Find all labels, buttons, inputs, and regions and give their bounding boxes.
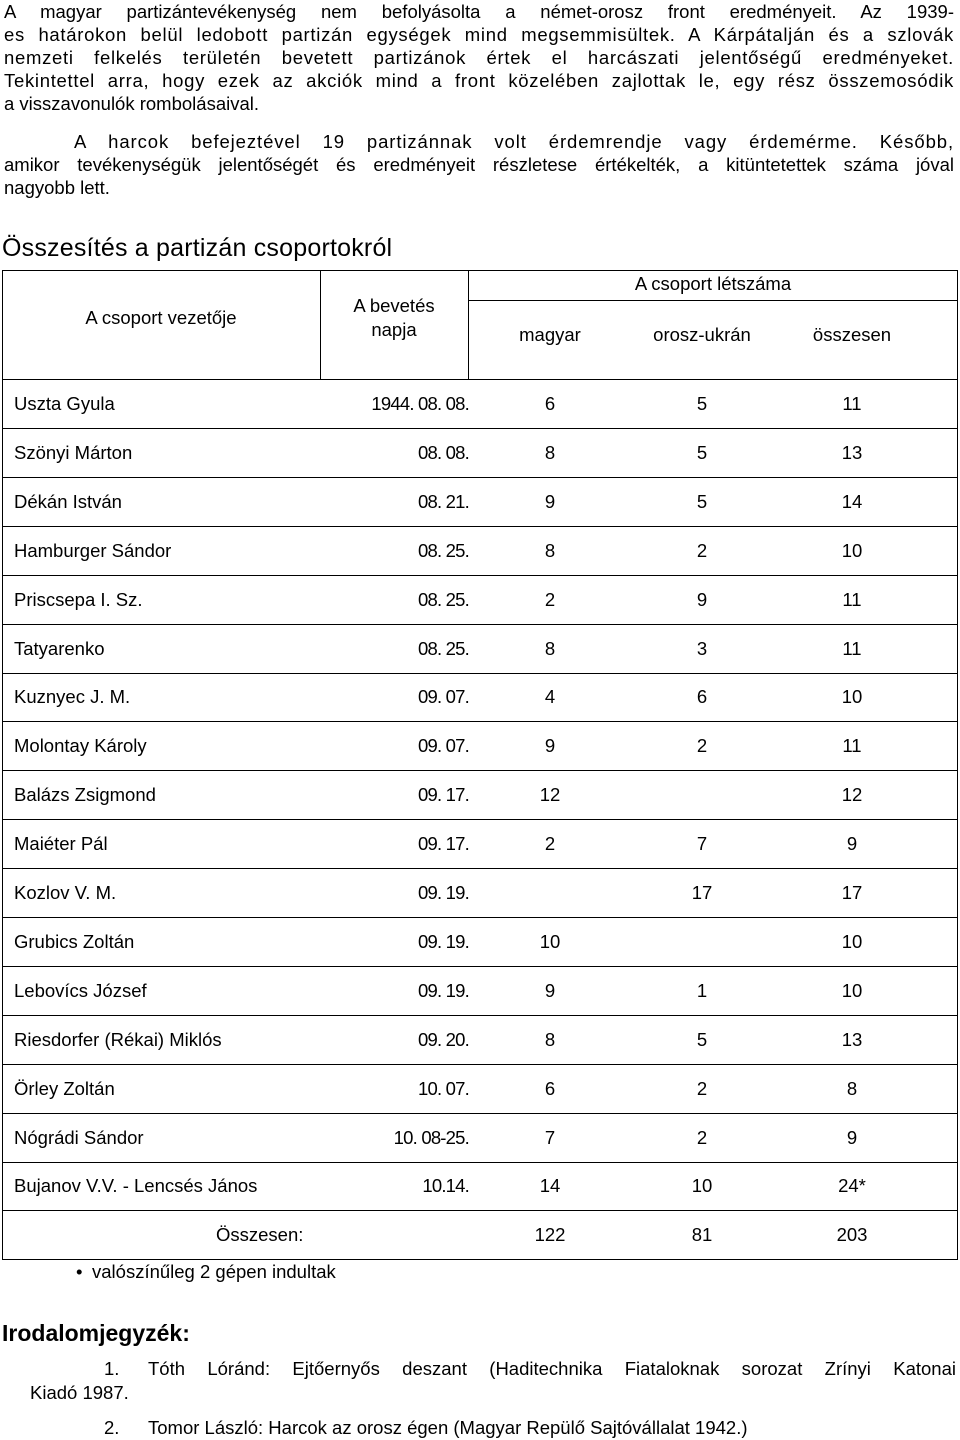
cell-hungarian: 9: [544, 735, 556, 757]
totals-russian-ukrainian: 81: [691, 1224, 713, 1246]
text-line: es határokon belül ledobott partizán egységek mind megsemmisültek. A Kárpátalján és a szlovák: [4, 24, 954, 45]
cell-hungarian: 8: [544, 539, 556, 561]
cell-leader: Uszta Gyula: [14, 393, 115, 414]
cell-leader: Balázs Zsigmond: [14, 784, 156, 806]
cell-hungarian: 6: [544, 393, 556, 414]
cell-total: 14: [841, 490, 863, 512]
cell-date: 08. 25.: [418, 539, 469, 561]
cell-leader: Kozlov V. M.: [14, 882, 117, 903]
cell-date: 09. 19.: [418, 930, 469, 952]
cell-hungarian: 4: [544, 686, 556, 708]
cell-date: 09. 17.: [418, 784, 469, 806]
cell-total: 24*: [838, 1175, 866, 1197]
header-date: [320, 294, 468, 342]
cell-russian-ukrainian: 2: [696, 735, 708, 757]
reference-text: Tomor László: Harcok az orosz égen (Magyar Repülő Sajtóvállalat 1942.): [148, 1417, 748, 1438]
footnote-text: valószínűleg 2 gépen indultak: [92, 1261, 336, 1282]
header-russian-ukrainian: orosz-ukrán: [653, 324, 751, 345]
cell-hungarian: 2: [544, 588, 556, 610]
cell-russian-ukrainian: 5: [696, 1028, 708, 1050]
cell-total: 13: [841, 441, 863, 463]
table-row: [2, 576, 958, 625]
cell-hungarian: 2: [544, 833, 556, 855]
cell-total: 11: [842, 637, 862, 659]
table-row: [2, 527, 958, 576]
cell-russian-ukrainian: 5: [696, 490, 708, 512]
text-line: a visszavonulók rombolásaival.: [4, 93, 260, 114]
cell-date: 1944. 08. 08.: [371, 393, 469, 414]
table-row: [2, 1016, 958, 1065]
cell-hungarian: 8: [544, 1028, 556, 1050]
text-line: A magyar partizántevékenység nem befolyásolta a német-orosz front eredményeit. Az 1939-: [4, 1, 954, 22]
reference-number: 1.: [104, 1358, 120, 1379]
cell-total: 9: [846, 1126, 858, 1148]
cell-leader: Bujanov V.V. - Lencsés János: [14, 1175, 258, 1197]
cell-russian-ukrainian: 2: [696, 1126, 708, 1148]
intro-paragraph-1: [4, 0, 954, 115]
cell-russian-ukrainian: 3: [696, 637, 708, 659]
table-row: [2, 1065, 958, 1114]
cell-russian-ukrainian: 10: [691, 1175, 713, 1197]
cell-total: 10: [841, 930, 863, 952]
table-row: [2, 625, 958, 674]
cell-leader: Riesdorfer (Rékai) Miklós: [14, 1028, 222, 1050]
cell-hungarian: 8: [544, 637, 556, 659]
cell-hungarian: 8: [544, 441, 556, 463]
header-strength: A csoport létszáma: [634, 273, 792, 294]
cell-leader: Molontay Károly: [14, 735, 147, 757]
cell-russian-ukrainian: 2: [696, 539, 708, 561]
cell-hungarian: 7: [544, 1126, 556, 1148]
table-row: [2, 967, 958, 1016]
text-line: amikor tevékenységük jelentőségét és eredményeit részletese értékelték, a kitüntetettek száma jóval: [4, 154, 954, 175]
table-row: [2, 771, 958, 820]
cell-hungarian: 6: [544, 1077, 556, 1099]
cell-total: 10: [841, 686, 863, 708]
cell-leader: Maiéter Pál: [14, 833, 108, 855]
summary-title: Összesítés a partizán csoportokról: [2, 234, 393, 262]
cell-total: 11: [842, 588, 862, 610]
totals-total: 203: [836, 1224, 868, 1246]
cell-total: 17: [841, 882, 863, 903]
header-subdivider: [468, 300, 958, 301]
intro-paragraph-2: [4, 130, 954, 199]
cell-date: 09. 19.: [418, 882, 469, 903]
text-line: Tekintettel arra, hogy ezek az akciók mind a front közelében zajlottak le, egy rész összemosódik: [4, 70, 954, 91]
cell-date: 08. 25.: [418, 588, 469, 610]
cell-leader: Lebovícs József: [14, 979, 147, 1001]
cell-leader: Dékán István: [14, 490, 122, 512]
cell-total: 9: [846, 833, 858, 855]
cell-date: 08. 08.: [418, 441, 469, 463]
text-line: nemzeti felkelés területén bevetett partizánok értek el harcászati jelentőségű eredményeket.: [4, 47, 954, 68]
reference-number: 2.: [104, 1417, 120, 1438]
header-date-line2: napja: [371, 319, 417, 340]
reference-text: Tóth Lóránd: Ejtőernyős deszant (Haditechnika Fiataloknak sorozat Zrínyi Katonai: [148, 1358, 956, 1379]
totals-row: [2, 1211, 958, 1260]
cell-hungarian: 14: [539, 1175, 561, 1197]
header-hungarian: magyar: [519, 324, 581, 345]
table-footnote: [76, 1260, 336, 1284]
cell-russian-ukrainian: 5: [696, 393, 708, 414]
references-title: Irodalomjegyzék:: [2, 1320, 190, 1346]
cell-total: 8: [846, 1077, 858, 1099]
header-leader: A csoport vezetője: [85, 307, 237, 328]
reference-item: [104, 1416, 748, 1440]
cell-leader: Tatyarenko: [14, 637, 105, 659]
cell-leader: Hamburger Sándor: [14, 539, 172, 561]
cell-leader: Nógrádi Sándor: [14, 1126, 144, 1148]
table-row: [2, 380, 958, 429]
cell-date: 09. 07.: [418, 735, 469, 757]
cell-russian-ukrainian: 6: [696, 686, 708, 708]
cell-total: 11: [842, 735, 862, 757]
table-row: [2, 1114, 958, 1163]
table-row: [2, 1162, 958, 1211]
cell-leader: Örley Zoltán: [14, 1077, 115, 1099]
cell-date: 09. 20.: [418, 1028, 469, 1050]
cell-date: 09. 19.: [418, 979, 469, 1001]
table-border-top: [2, 270, 958, 271]
cell-total: 10: [841, 539, 863, 561]
table-row: [2, 918, 958, 967]
cell-hungarian: 9: [544, 490, 556, 512]
cell-hungarian: 10: [539, 930, 561, 952]
cell-total: 13: [841, 1028, 863, 1050]
totals-hungarian: 122: [534, 1224, 566, 1246]
cell-date: 08. 25.: [418, 637, 469, 659]
totals-label: Összesen:: [216, 1224, 304, 1246]
header-total: összesen: [812, 324, 892, 345]
cell-total: 12: [841, 784, 863, 806]
cell-date: 10.14.: [422, 1175, 469, 1197]
cell-date: 10. 08-25.: [393, 1126, 469, 1148]
reference-line-continued: Kiadó 1987.: [30, 1382, 129, 1403]
cell-date: 10. 07.: [418, 1077, 469, 1099]
table-row: [2, 478, 958, 527]
text-line: A harcok befejeztével 19 partizánnak volt érdemrendje vagy érdemérme. Később,: [74, 131, 954, 152]
reference-line: [30, 1357, 956, 1381]
summary-table: [2, 270, 958, 1260]
cell-hungarian: 9: [544, 979, 556, 1001]
cell-leader: Szönyi Márton: [14, 441, 133, 463]
cell-date: 09. 07.: [418, 686, 469, 708]
cell-total: 10: [841, 979, 863, 1001]
cell-hungarian: 12: [539, 784, 561, 806]
table-row: [2, 869, 958, 918]
text-line: nagyobb lett.: [4, 177, 110, 198]
cell-leader: Kuznyec J. M.: [14, 686, 131, 708]
cell-russian-ukrainian: 9: [696, 588, 708, 610]
cell-total: 11: [842, 393, 862, 414]
reference-item: [30, 1357, 956, 1405]
table-row: [2, 673, 958, 722]
header-date-line1: A bevetés: [353, 295, 435, 316]
table-row: [2, 722, 958, 771]
cell-leader: Grubics Zoltán: [14, 930, 135, 952]
cell-date: 09. 17.: [418, 833, 469, 855]
cell-russian-ukrainian: 2: [696, 1077, 708, 1099]
cell-russian-ukrainian: 5: [696, 441, 708, 463]
bullet-icon: •: [76, 1261, 83, 1282]
table-row: [2, 820, 958, 869]
cell-date: 08. 21.: [418, 490, 469, 512]
cell-russian-ukrainian: 7: [696, 833, 708, 855]
cell-russian-ukrainian: 17: [691, 882, 713, 903]
cell-russian-ukrainian: 1: [696, 979, 708, 1001]
cell-leader: Priscsepa I. Sz.: [14, 588, 143, 610]
table-row: [2, 429, 958, 478]
